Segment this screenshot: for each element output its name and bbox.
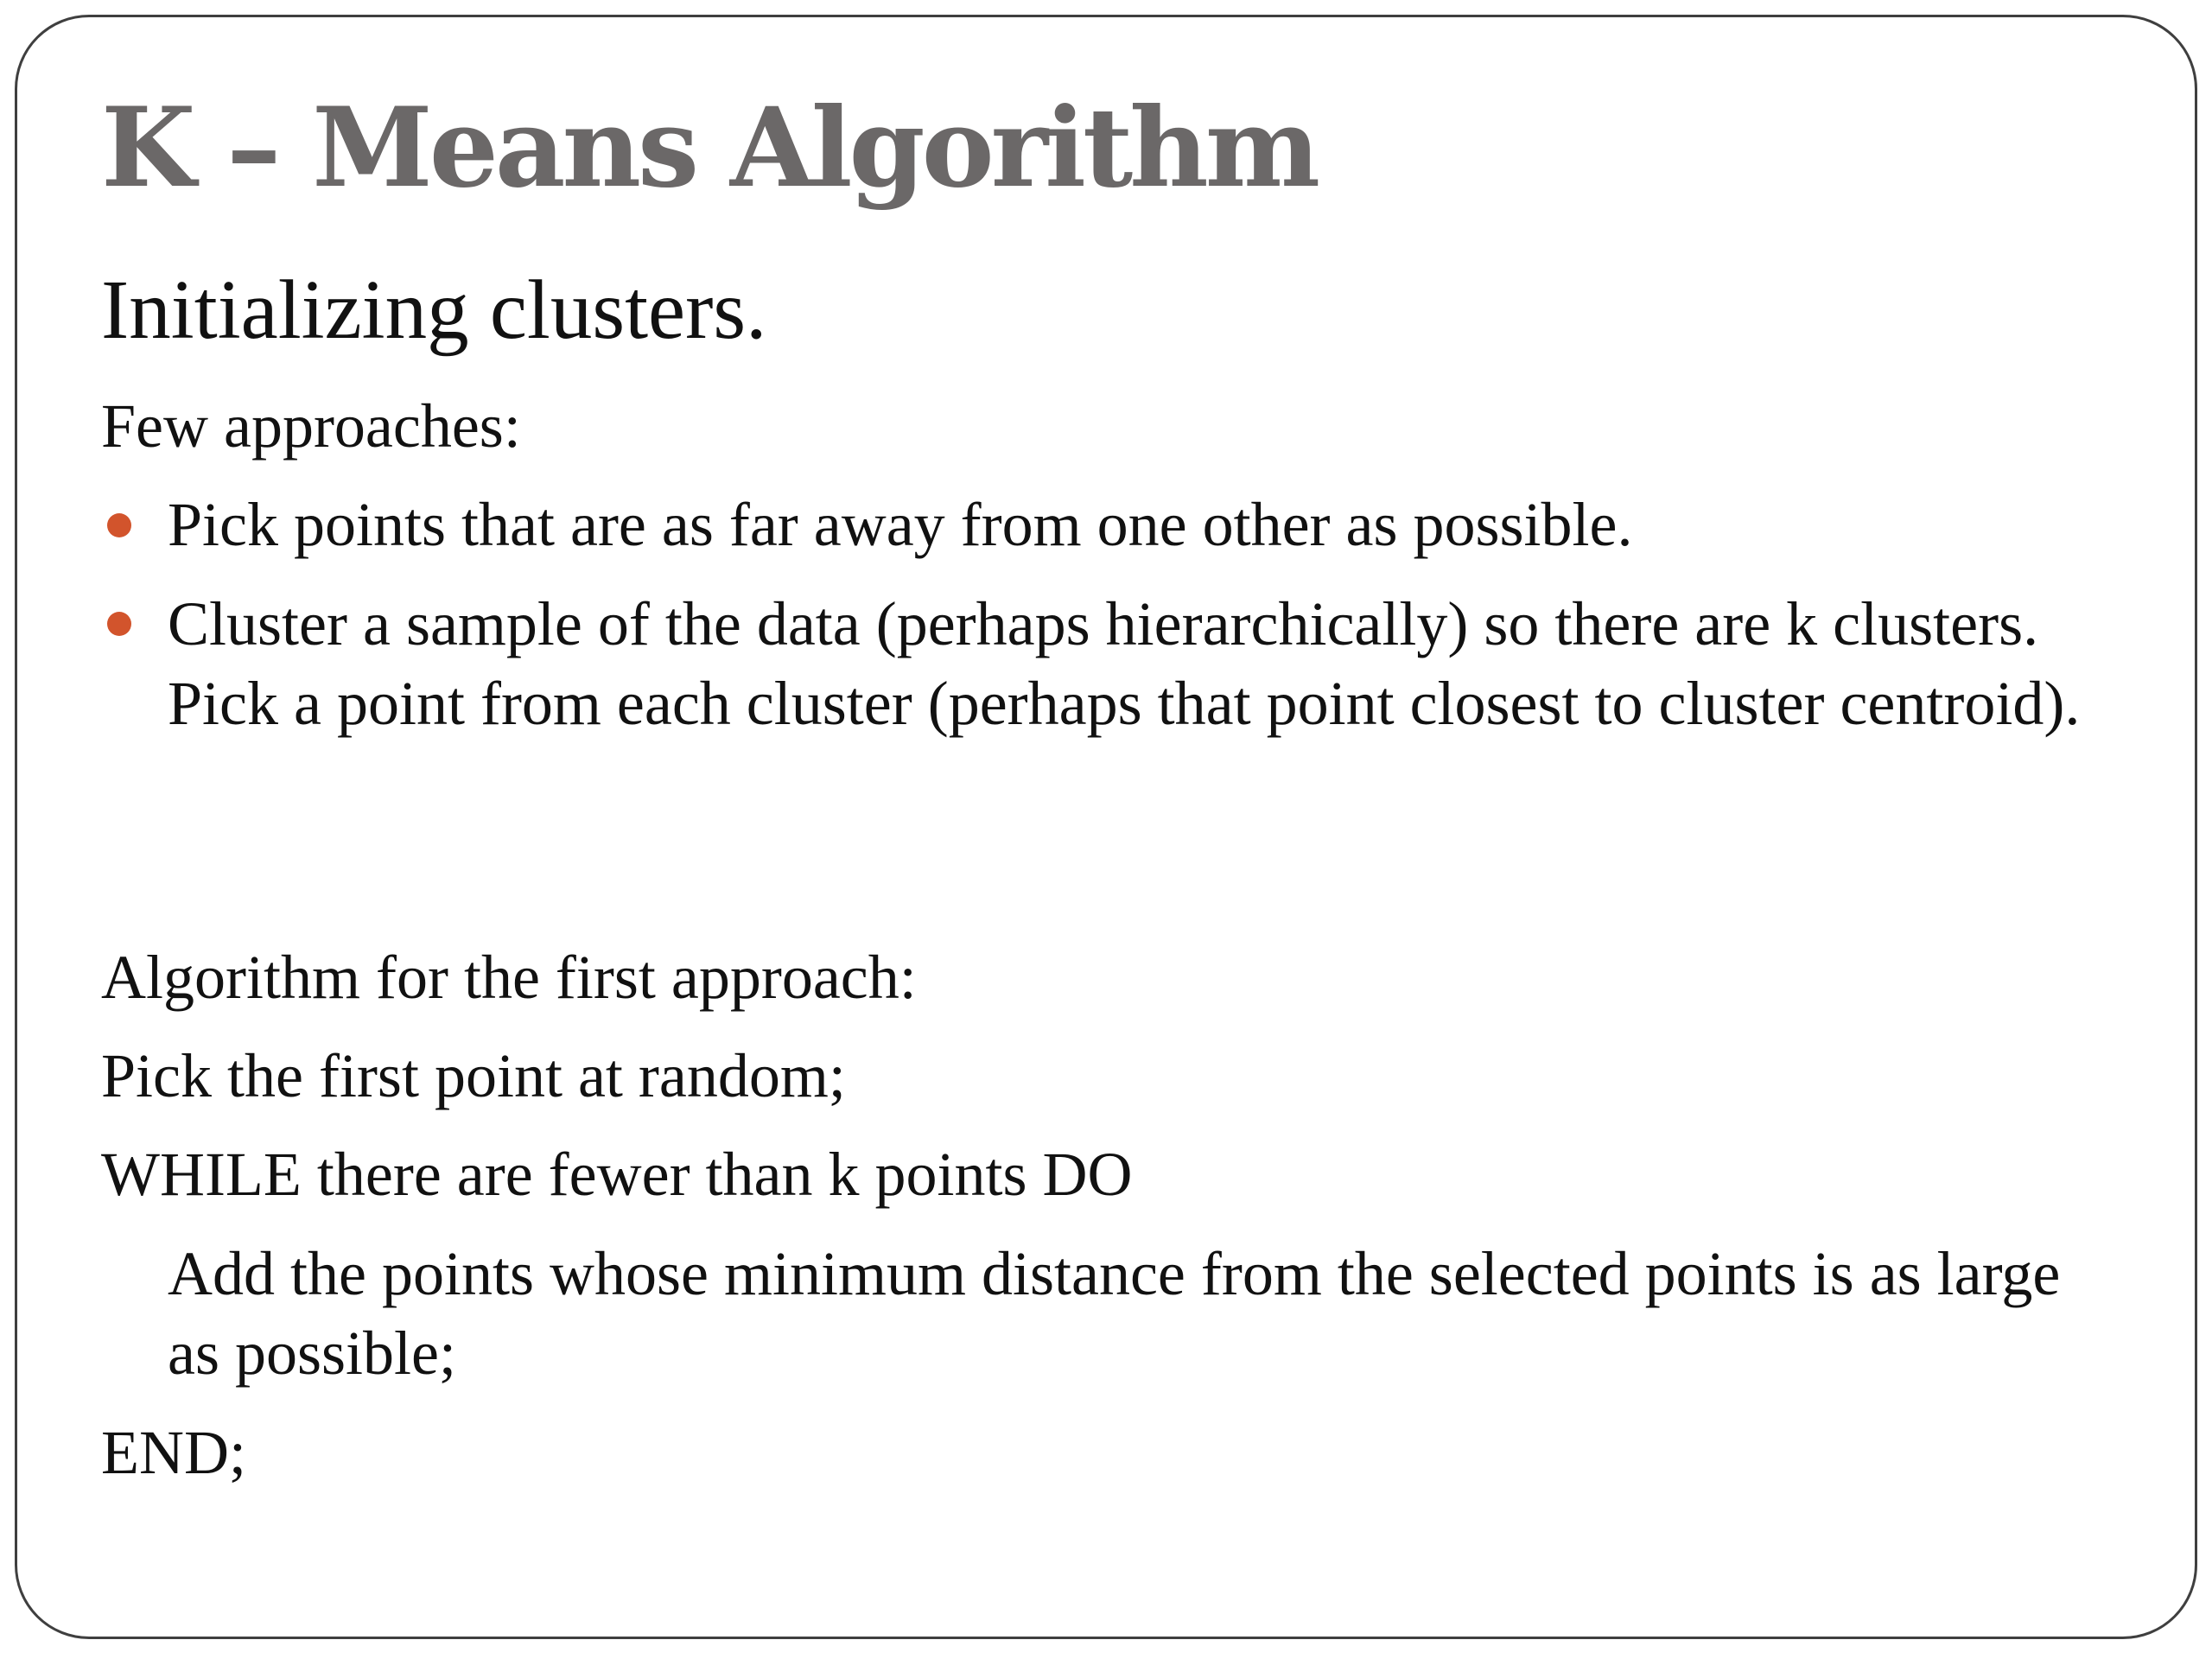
bullet-1-text: Pick points that are as far away from one other as possible. (168, 490, 1633, 559)
algorithm-step-1: Pick the first point at random; (101, 1041, 846, 1110)
bullet-2-text: Cluster a sample of the data (perhaps hierarchically) so there are k clusters. Pick a point from each cluster (perhaps that point closest to cluster centroid). (168, 589, 2081, 738)
bullet-1-icon (107, 513, 131, 537)
intro-text: Few approaches: (101, 391, 521, 461)
algorithm-heading: Algorithm for the first approach: (101, 943, 917, 1012)
slide-frame (15, 15, 2197, 1639)
slide-title: K – Means Algorithm (101, 84, 1318, 212)
algorithm-loop-body: Add the points whose minimum distance from the selected points is as large as possible; (168, 1239, 2061, 1388)
algorithm-loop-start: WHILE there are fewer than k points DO (101, 1140, 1133, 1209)
algorithm-loop-end: END; (101, 1418, 246, 1487)
bullet-2-icon (107, 612, 131, 636)
slide-subtitle: Initializing clusters. (101, 264, 767, 356)
